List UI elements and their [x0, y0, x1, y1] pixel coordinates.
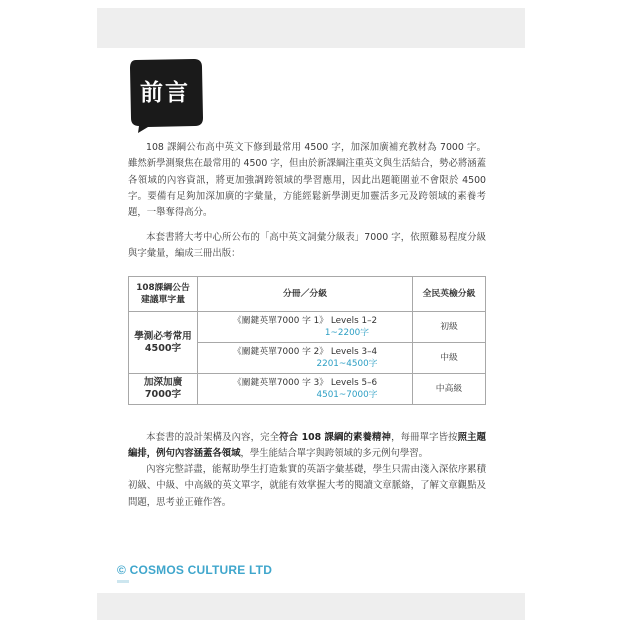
- paragraph-text: 本套書的設計架構及內容，完全: [146, 432, 280, 443]
- column-header-suggested: 108課綱公告建議單字量: [129, 277, 198, 312]
- table-header-row: [129, 277, 486, 312]
- group-7000: 加深加廣7000字: [129, 374, 198, 405]
- book-cell: [198, 374, 413, 405]
- word-range: 4501~7000字: [316, 390, 378, 400]
- paragraph-text: ，每冊單字皆按: [391, 432, 458, 443]
- column-header-gept: 全民英檢分級: [413, 277, 486, 312]
- design-paragraph: [128, 430, 486, 463]
- gept-level: 中高級: [413, 374, 486, 405]
- book-cell: [198, 312, 413, 343]
- intro-paragraph-1: [128, 140, 486, 221]
- paragraph-text: 本套書將大考中心所公布的「高中英文詞彙分級表」7000 字，依照難易程度分級與字彙量，編成三冊出版：: [128, 232, 486, 260]
- book-title: 《關鍵英單7000 字 1》 Levels 1–2: [232, 316, 378, 326]
- emphasis-text: 符合 108 課綱的素養精神: [279, 432, 392, 443]
- paragraph-text: 內容完整詳盡，能幫助學生打造紮實的英語字彙基礎，學生只需由淺入深依序累積初級、中級、中高級的英文單字，就能有效掌握大考的閱讀文章脈絡，了解文章觀點及問題，思考並正確作答。: [128, 464, 486, 508]
- bottom-gray-bar: [97, 593, 525, 620]
- badge-title: 前言: [140, 80, 190, 106]
- watermark-underline: [117, 580, 129, 583]
- gept-level: 初級: [413, 312, 486, 343]
- top-gray-bar: [97, 8, 525, 48]
- group-4500: 學測必考常用4500字: [129, 312, 198, 374]
- intro-paragraph-2: [128, 230, 486, 263]
- table-row: [129, 374, 486, 405]
- book-title: 《關鍵英單7000 字 2》 Levels 3–4: [232, 347, 378, 357]
- book-cell: [198, 343, 413, 374]
- vocabulary-level-table: [128, 276, 486, 405]
- emphasis-text: 照主題編排，例句內容涵蓋各領域: [128, 432, 486, 460]
- word-range: 2201~4500字: [316, 359, 378, 369]
- copyright-watermark: © COSMOS CULTURE LTD: [117, 563, 273, 577]
- paragraph-text: 108 課綱公布高中英文下修到最常用 4500 字，加深加廣補充教材為 7000 字。雖然新學測聚焦在最常用的 4500 字，但由於新課綱注重英文與生活結合，勢必將涵蓋各領域的內容資訊，將更加強調跨領域的學習應用，因此出題範圍並不會限於 4500 字。要備有足夠加深加廣的字彙量，方能經鬆新學測更加靈活多元及跨領域的素養考題，一舉奪得高分。: [128, 142, 486, 219]
- table-row: [129, 312, 486, 343]
- gept-level: 中級: [413, 343, 486, 374]
- foreword-badge: [128, 58, 206, 134]
- paragraph-text: ，學生能結合單字與跨領域的多元例句學習。: [240, 448, 429, 460]
- content-paragraph: [128, 462, 486, 511]
- word-range: 1~2200字: [324, 328, 370, 338]
- book-title: 《關鍵英單7000 字 3》 Levels 5–6: [232, 378, 378, 388]
- column-header-volume: 分冊／分級: [198, 277, 413, 312]
